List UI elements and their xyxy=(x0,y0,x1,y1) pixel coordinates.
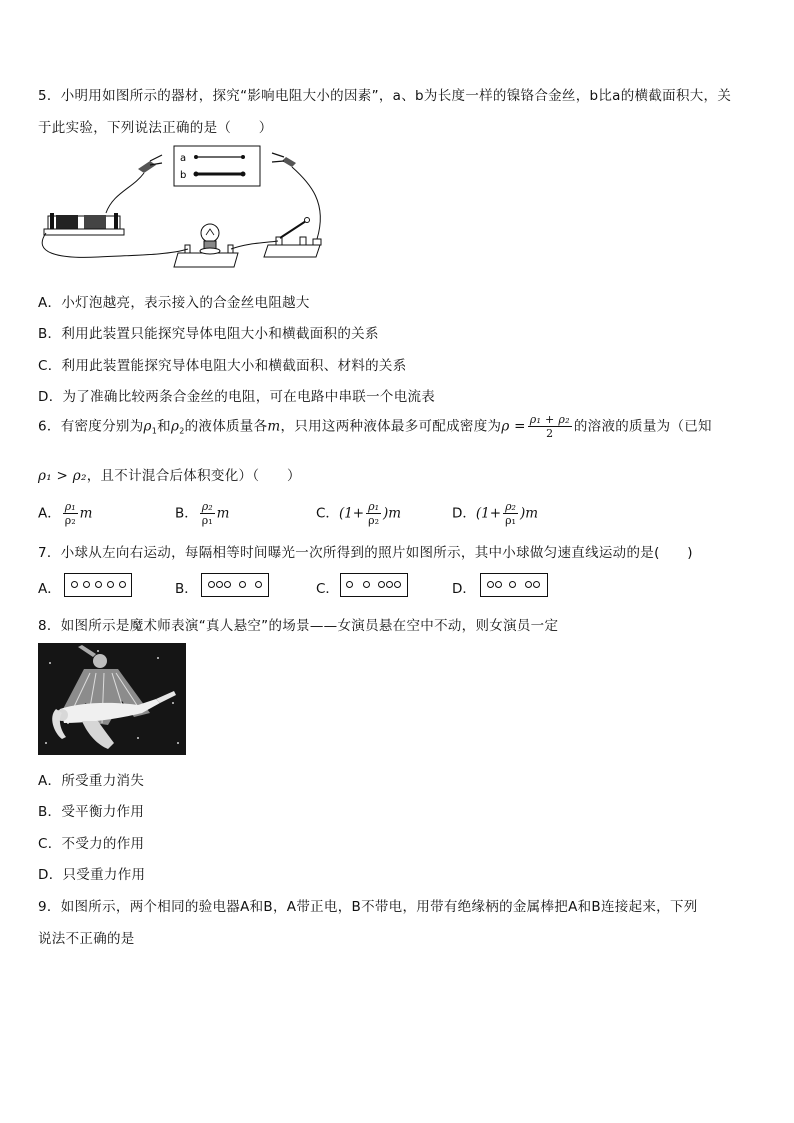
q6-option-c: C．(1+ $\frac{\text{ρ₁}}{\text{ρ₂}}$ )m xyxy=(316,500,402,527)
wire-a-label: a xyxy=(180,153,187,164)
q6-option-b: B． $\frac{\text{ρ₂}}{\text{ρ₁}}$ m xyxy=(175,500,230,527)
ball xyxy=(495,581,502,588)
ball xyxy=(386,581,393,588)
knife-switch xyxy=(264,218,321,258)
q6-stem-line1: 6．有密度分别为$\rho_1$和$\rho_2$的液体质量各m，只用这两种液体最多可配成密度为ρ = $\frac{\text{ρ₁ + ρ₂}}{2}$ 的溶液的质量为（已知 xyxy=(38,413,712,440)
left-clip xyxy=(138,155,162,173)
q7-option-d-label: D． xyxy=(452,581,476,597)
q6-stem-line2: ρ₁ > ρ₂，且不计混合后体积变化）（ ） xyxy=(38,468,301,484)
q5-option-c: C．利用此装置能探究导体电阻大小和横截面积、材料的关系 xyxy=(38,358,407,374)
q5-stem-line2: 于此实验，下列说法正确的是（ ） xyxy=(38,120,273,136)
q6-option-d: D．(1+ $\frac{\text{ρ₂}}{\text{ρ₁}}$ )m xyxy=(452,500,539,527)
q7-option-b-label: B． xyxy=(175,581,198,597)
q7-option-a-label: A． xyxy=(38,581,61,597)
ball xyxy=(378,581,385,588)
q5-stem-line1: 5．小明用如图所示的器材，探究“影响电阻大小的因素”，a、b为长度一样的镍铬合金丝，b比a的横截面积大，关 xyxy=(38,88,732,104)
ball xyxy=(363,581,370,588)
ball xyxy=(533,581,540,588)
wire-battery-clip xyxy=(106,173,144,213)
ball xyxy=(208,581,215,588)
ball xyxy=(71,581,78,588)
q7-option-d-photo xyxy=(480,573,548,597)
magic-levitation-photo xyxy=(38,643,186,755)
q7-option-c-label: C． xyxy=(316,581,339,597)
q5-option-a: A．小灯泡越亮，表示接入的合金丝电阻越大 xyxy=(38,295,310,311)
wire-b-label: b xyxy=(180,170,187,181)
q8-option-b: B．受平衡力作用 xyxy=(38,804,145,820)
ball xyxy=(95,581,102,588)
ball xyxy=(224,581,231,588)
q7-option-a-photo xyxy=(64,573,132,597)
ball xyxy=(107,581,114,588)
q5-option-d: D．为了准确比较两条合金丝的电阻，可在电路中串联一个电流表 xyxy=(38,389,436,405)
q9-stem-line1: 9．如图所示，两个相同的验电器A和B，A带正电，B不带电，用带有绝缘柄的金属棒把A和B连接起来，下列 xyxy=(38,899,698,915)
ball xyxy=(509,581,516,588)
q8-option-c: C．不受力的作用 xyxy=(38,836,145,852)
ball xyxy=(255,581,262,588)
q8-option-a: A．所受重力消失 xyxy=(38,773,145,789)
ball xyxy=(239,581,246,588)
q7-option-c-photo xyxy=(340,573,408,597)
q7-option-b-photo xyxy=(201,573,269,597)
q8-stem: 8．如图所示是魔术师表演“真人悬空”的场景——女演员悬在空中不动，则女演员一定 xyxy=(38,618,559,634)
q8-option-d: D．只受重力作用 xyxy=(38,867,146,883)
ball xyxy=(487,581,494,588)
q6-density-fraction: $\frac{\text{ρ₁ + ρ₂}}{2}$ xyxy=(529,413,570,440)
ball xyxy=(346,581,353,588)
ball xyxy=(119,581,126,588)
circuit-diagram xyxy=(38,143,338,273)
light-bulb xyxy=(174,224,238,267)
q7-stem: 7．小球从左向右运动，每隔相等时间曝光一次所得到的照片如图所示，其中小球做匀速直线运动的是( ) xyxy=(38,545,693,561)
ball xyxy=(83,581,90,588)
q6-option-a: A． $\frac{\text{ρ₁}}{\text{ρ₂}}$ m xyxy=(38,500,93,527)
right-clip xyxy=(272,153,296,167)
battery xyxy=(44,213,124,235)
q9-stem-line2: 说法不正确的是 xyxy=(38,931,135,947)
q5-option-b: B．利用此装置只能探究导体电阻大小和横截面积的关系 xyxy=(38,326,379,342)
ball xyxy=(216,581,223,588)
ball xyxy=(525,581,532,588)
ball xyxy=(394,581,401,588)
